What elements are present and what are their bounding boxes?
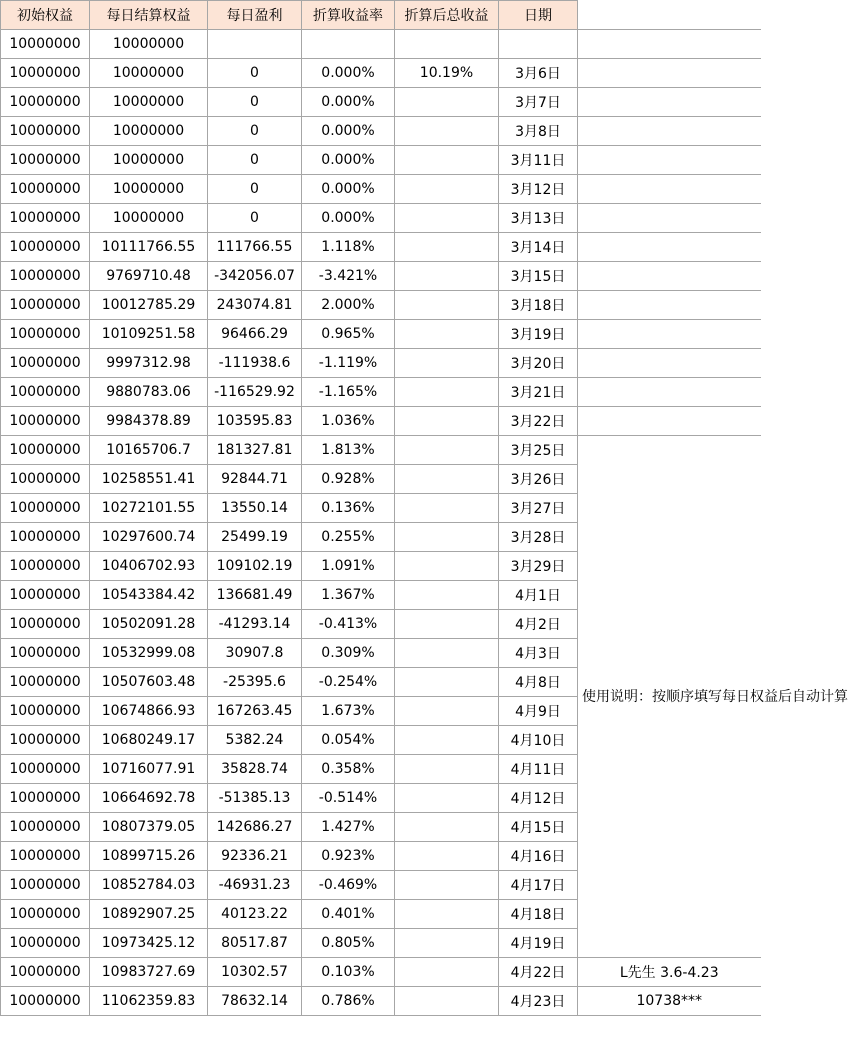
cell-date[interactable]: 4月16日 — [499, 842, 578, 871]
cell-total-return[interactable] — [395, 929, 499, 958]
cell-initial-equity[interactable]: 10000000 — [1, 958, 90, 987]
cell-total-return[interactable] — [395, 639, 499, 668]
cell-return-rate[interactable]: 2.000% — [302, 291, 395, 320]
cell-date[interactable]: 4月23日 — [499, 987, 578, 1016]
cell-initial-equity[interactable]: 10000000 — [1, 349, 90, 378]
cell-daily-profit[interactable]: 167263.45 — [208, 697, 302, 726]
cell-total-return[interactable] — [395, 320, 499, 349]
cell-total-return[interactable] — [395, 813, 499, 842]
cell-daily-profit[interactable]: 243074.81 — [208, 291, 302, 320]
cell-return-rate[interactable]: 0.000% — [302, 117, 395, 146]
cell-date[interactable]: 4月3日 — [499, 639, 578, 668]
cell-settlement-equity[interactable]: 10297600.74 — [90, 523, 208, 552]
cell-side-blank[interactable] — [578, 59, 761, 88]
cell-date[interactable]: 4月15日 — [499, 813, 578, 842]
cell-date[interactable]: 4月10日 — [499, 726, 578, 755]
cell-return-rate[interactable]: 0.805% — [302, 929, 395, 958]
cell-initial-equity[interactable]: 10000000 — [1, 813, 90, 842]
cell-initial-equity[interactable]: 10000000 — [1, 320, 90, 349]
cell-daily-profit[interactable]: 0 — [208, 117, 302, 146]
cell-initial-equity[interactable]: 10000000 — [1, 523, 90, 552]
cell-side-blank[interactable] — [578, 291, 761, 320]
cell-settlement-equity[interactable]: 10000000 — [90, 117, 208, 146]
cell-return-rate[interactable]: 0.965% — [302, 320, 395, 349]
table-row — [1, 291, 761, 320]
cell-total-return[interactable] — [395, 233, 499, 262]
cell-return-rate[interactable]: 1.673% — [302, 697, 395, 726]
cell-settlement-equity[interactable]: 10532999.08 — [90, 639, 208, 668]
cell-return-rate[interactable]: -1.119% — [302, 349, 395, 378]
cell-side-blank[interactable] — [578, 175, 761, 204]
cell-settlement-equity[interactable]: 10680249.17 — [90, 726, 208, 755]
cell-initial-equity[interactable]: 10000000 — [1, 610, 90, 639]
cell-daily-profit[interactable]: 142686.27 — [208, 813, 302, 842]
cell-settlement-equity[interactable]: 9984378.89 — [90, 407, 208, 436]
cell-date[interactable]: 3月25日 — [499, 436, 578, 465]
cell-date[interactable]: 3月21日 — [499, 378, 578, 407]
cell-initial-equity[interactable]: 10000000 — [1, 233, 90, 262]
cell-total-return[interactable] — [395, 784, 499, 813]
cell-daily-profit[interactable]: 136681.49 — [208, 581, 302, 610]
cell-date[interactable]: 3月11日 — [499, 146, 578, 175]
header-total-return[interactable]: 折算后总收益 — [395, 1, 499, 30]
header-return-rate[interactable]: 折算收益率 — [302, 1, 395, 30]
cell-initial-equity[interactable]: 10000000 — [1, 146, 90, 175]
cell-initial-equity[interactable]: 10000000 — [1, 552, 90, 581]
cell-settlement-equity[interactable]: 9880783.06 — [90, 378, 208, 407]
cell-date[interactable]: 4月22日 — [499, 958, 578, 987]
cell-initial-equity[interactable]: 10000000 — [1, 697, 90, 726]
cell-daily-profit[interactable]: -46931.23 — [208, 871, 302, 900]
cell-daily-profit[interactable]: 80517.87 — [208, 929, 302, 958]
cell-total-return[interactable] — [395, 987, 499, 1016]
cell-settlement-equity[interactable]: 10109251.58 — [90, 320, 208, 349]
cell-date[interactable]: 4月12日 — [499, 784, 578, 813]
table-row — [1, 59, 761, 88]
cell-daily-profit[interactable]: 13550.14 — [208, 494, 302, 523]
cell-initial-equity[interactable]: 10000000 — [1, 175, 90, 204]
cell-daily-profit[interactable]: 111766.55 — [208, 233, 302, 262]
cell-date[interactable]: 3月15日 — [499, 262, 578, 291]
cell-initial-equity[interactable]: 10000000 — [1, 436, 90, 465]
cell-settlement-equity[interactable]: 9997312.98 — [90, 349, 208, 378]
cell-return-rate[interactable]: 0.000% — [302, 59, 395, 88]
cell-date[interactable]: 4月19日 — [499, 929, 578, 958]
cell-total-return[interactable] — [395, 262, 499, 291]
cell-return-rate[interactable]: 0.000% — [302, 146, 395, 175]
cell-settlement-equity[interactable]: 10507603.48 — [90, 668, 208, 697]
cell-settlement-equity[interactable]: 10852784.03 — [90, 871, 208, 900]
cell-total-return[interactable] — [395, 378, 499, 407]
cell-settlement-equity[interactable]: 10000000 — [90, 204, 208, 233]
cell-return-rate[interactable]: 0.923% — [302, 842, 395, 871]
header-daily-settlement-equity[interactable]: 每日结算权益 — [90, 1, 208, 30]
cell-date[interactable]: 3月19日 — [499, 320, 578, 349]
cell-side-blank[interactable] — [578, 349, 761, 378]
cell-side-blank[interactable] — [578, 30, 761, 59]
cell-side-blank[interactable] — [578, 407, 761, 436]
cell-total-return[interactable] — [395, 465, 499, 494]
table-row — [1, 349, 761, 378]
cell-date[interactable]: 4月11日 — [499, 755, 578, 784]
cell-date[interactable]: 3月29日 — [499, 552, 578, 581]
cell-date[interactable]: 3月22日 — [499, 407, 578, 436]
cell-date[interactable]: 3月8日 — [499, 117, 578, 146]
cell-settlement-equity[interactable]: 10272101.55 — [90, 494, 208, 523]
table-row — [1, 262, 761, 291]
cell-total-return[interactable] — [395, 407, 499, 436]
cell-settlement-equity[interactable]: 10000000 — [90, 59, 208, 88]
cell-daily-profit[interactable]: 25499.19 — [208, 523, 302, 552]
table-row — [1, 117, 761, 146]
cell-date[interactable]: 4月8日 — [499, 668, 578, 697]
cell-total-return[interactable] — [395, 30, 499, 59]
cell-return-rate[interactable]: 0.136% — [302, 494, 395, 523]
header-date[interactable]: 日期 — [499, 1, 578, 30]
cell-total-return[interactable] — [395, 204, 499, 233]
cell-daily-profit[interactable]: -111938.6 — [208, 349, 302, 378]
cell-settlement-equity[interactable]: 10674866.93 — [90, 697, 208, 726]
header-row — [1, 1, 761, 30]
table-row — [1, 407, 761, 436]
cell-total-return[interactable] — [395, 88, 499, 117]
cell-total-return[interactable] — [395, 117, 499, 146]
cell-return-rate[interactable]: -0.514% — [302, 784, 395, 813]
cell-initial-equity[interactable]: 10000000 — [1, 59, 90, 88]
cell-initial-equity[interactable]: 10000000 — [1, 639, 90, 668]
table-row — [1, 436, 761, 465]
cell-settlement-equity[interactable]: 10973425.12 — [90, 929, 208, 958]
cell-daily-profit[interactable]: 92336.21 — [208, 842, 302, 871]
cell-return-rate[interactable]: 1.036% — [302, 407, 395, 436]
cell-total-return[interactable] — [395, 958, 499, 987]
cell-settlement-equity[interactable]: 10000000 — [90, 175, 208, 204]
cell-total-return[interactable] — [395, 755, 499, 784]
cell-date[interactable]: 3月7日 — [499, 88, 578, 117]
cell-initial-equity[interactable]: 10000000 — [1, 204, 90, 233]
footer-account[interactable]: 10738*** — [578, 987, 761, 1016]
cell-daily-profit[interactable]: -116529.92 — [208, 378, 302, 407]
cell-settlement-equity[interactable]: 10258551.41 — [90, 465, 208, 494]
cell-daily-profit[interactable]: 5382.24 — [208, 726, 302, 755]
cell-settlement-equity[interactable]: 10406702.93 — [90, 552, 208, 581]
cell-date[interactable]: 4月1日 — [499, 581, 578, 610]
cell-total-return[interactable] — [395, 494, 499, 523]
cell-daily-profit[interactable]: 10302.57 — [208, 958, 302, 987]
cell-daily-profit[interactable]: 92844.71 — [208, 465, 302, 494]
cell-initial-equity[interactable]: 10000000 — [1, 929, 90, 958]
cell-daily-profit[interactable]: 78632.14 — [208, 987, 302, 1016]
cell-total-return[interactable] — [395, 146, 499, 175]
cell-side-blank[interactable] — [578, 320, 761, 349]
cell-daily-profit[interactable] — [208, 30, 302, 59]
cell-daily-profit[interactable]: -25395.6 — [208, 668, 302, 697]
cell-side-blank[interactable] — [578, 117, 761, 146]
cell-date[interactable]: 3月27日 — [499, 494, 578, 523]
cell-return-rate[interactable]: 1.813% — [302, 436, 395, 465]
cell-initial-equity[interactable]: 10000000 — [1, 378, 90, 407]
cell-daily-profit[interactable]: 181327.81 — [208, 436, 302, 465]
cell-date[interactable]: 3月6日 — [499, 59, 578, 88]
cell-return-rate[interactable]: 1.367% — [302, 581, 395, 610]
cell-settlement-equity[interactable]: 10543384.42 — [90, 581, 208, 610]
table-row — [1, 958, 761, 987]
cell-total-return[interactable] — [395, 900, 499, 929]
cell-total-return[interactable] — [395, 436, 499, 465]
cell-daily-profit[interactable]: 0 — [208, 175, 302, 204]
cell-return-rate[interactable]: 1.091% — [302, 552, 395, 581]
cell-initial-equity[interactable]: 10000000 — [1, 726, 90, 755]
cell-total-return[interactable] — [395, 349, 499, 378]
cell-initial-equity[interactable]: 10000000 — [1, 581, 90, 610]
cell-initial-equity[interactable]: 10000000 — [1, 117, 90, 146]
cell-daily-profit[interactable]: 30907.8 — [208, 639, 302, 668]
cell-date[interactable]: 4月18日 — [499, 900, 578, 929]
cell-initial-equity[interactable]: 10000000 — [1, 465, 90, 494]
cell-total-return[interactable] — [395, 726, 499, 755]
cell-initial-equity[interactable]: 10000000 — [1, 755, 90, 784]
cell-return-rate[interactable]: 1.118% — [302, 233, 395, 262]
cell-total-return[interactable] — [395, 175, 499, 204]
cell-return-rate[interactable]: -0.469% — [302, 871, 395, 900]
cell-settlement-equity[interactable]: 9769710.48 — [90, 262, 208, 291]
cell-return-rate[interactable]: 0.358% — [302, 755, 395, 784]
cell-daily-profit[interactable]: 109102.19 — [208, 552, 302, 581]
cell-settlement-equity[interactable]: 10892907.25 — [90, 900, 208, 929]
cell-settlement-equity[interactable]: 10807379.05 — [90, 813, 208, 842]
cell-settlement-equity[interactable]: 10111766.55 — [90, 233, 208, 262]
cell-side-blank[interactable] — [578, 88, 761, 117]
cell-daily-profit[interactable]: 35828.74 — [208, 755, 302, 784]
cell-initial-equity[interactable]: 10000000 — [1, 262, 90, 291]
table-row — [1, 175, 761, 204]
cell-return-rate[interactable]: 0.000% — [302, 88, 395, 117]
cell-date[interactable]: 4月2日 — [499, 610, 578, 639]
cell-daily-profit[interactable]: -342056.07 — [208, 262, 302, 291]
cell-total-return[interactable] — [395, 552, 499, 581]
cell-settlement-equity[interactable]: 10000000 — [90, 30, 208, 59]
cell-settlement-equity[interactable]: 10716077.91 — [90, 755, 208, 784]
cell-return-rate[interactable]: 0.401% — [302, 900, 395, 929]
header-initial-equity[interactable]: 初始权益 — [1, 1, 90, 30]
cell-initial-equity[interactable]: 10000000 — [1, 30, 90, 59]
cell-settlement-equity[interactable]: 10000000 — [90, 146, 208, 175]
table-row — [1, 378, 761, 407]
cell-total-return[interactable] — [395, 610, 499, 639]
cell-settlement-equity[interactable]: 10983727.69 — [90, 958, 208, 987]
cell-return-rate[interactable]: 0.928% — [302, 465, 395, 494]
cell-initial-equity[interactable]: 10000000 — [1, 291, 90, 320]
cell-return-rate[interactable]: -0.413% — [302, 610, 395, 639]
cell-date[interactable]: 4月9日 — [499, 697, 578, 726]
cell-daily-profit[interactable]: 103595.83 — [208, 407, 302, 436]
cell-settlement-equity[interactable]: 10899715.26 — [90, 842, 208, 871]
cell-date[interactable]: 3月14日 — [499, 233, 578, 262]
cell-total-return[interactable] — [395, 523, 499, 552]
cell-total-return[interactable] — [395, 697, 499, 726]
cell-daily-profit[interactable]: 0 — [208, 146, 302, 175]
header-blank[interactable] — [578, 1, 761, 30]
cell-date[interactable]: 3月13日 — [499, 204, 578, 233]
cell-return-rate[interactable]: -0.254% — [302, 668, 395, 697]
cell-return-rate[interactable]: 0.103% — [302, 958, 395, 987]
footer-name[interactable]: L先生 3.6-4.23 — [578, 958, 761, 987]
cell-initial-equity[interactable]: 10000000 — [1, 900, 90, 929]
cell-initial-equity[interactable]: 10000000 — [1, 494, 90, 523]
cell-settlement-equity[interactable]: 10664692.78 — [90, 784, 208, 813]
cell-side-blank[interactable] — [578, 378, 761, 407]
usage-note[interactable]: 使用说明：按顺序填写每日权益后自动计算 — [578, 436, 761, 958]
total-return-value[interactable]: 10.19% — [395, 59, 499, 88]
table-row — [1, 233, 761, 262]
cell-date[interactable]: 3月12日 — [499, 175, 578, 204]
cell-return-rate[interactable]: 1.427% — [302, 813, 395, 842]
cell-daily-profit[interactable]: 0 — [208, 88, 302, 117]
cell-daily-profit[interactable]: -51385.13 — [208, 784, 302, 813]
cell-total-return[interactable] — [395, 871, 499, 900]
cell-return-rate[interactable]: 0.309% — [302, 639, 395, 668]
cell-side-blank[interactable] — [578, 233, 761, 262]
cell-settlement-equity[interactable]: 10165706.7 — [90, 436, 208, 465]
table-row-initial — [1, 30, 761, 59]
table-row — [1, 204, 761, 233]
cell-settlement-equity[interactable]: 10000000 — [90, 88, 208, 117]
cell-date[interactable]: 3月20日 — [499, 349, 578, 378]
cell-return-rate[interactable] — [302, 30, 395, 59]
cell-side-blank[interactable] — [578, 146, 761, 175]
cell-date[interactable] — [499, 30, 578, 59]
cell-date[interactable]: 3月18日 — [499, 291, 578, 320]
cell-total-return[interactable] — [395, 291, 499, 320]
cell-daily-profit[interactable]: 0 — [208, 59, 302, 88]
table-row — [1, 320, 761, 349]
cell-initial-equity[interactable]: 10000000 — [1, 871, 90, 900]
cell-return-rate[interactable]: 0.000% — [302, 175, 395, 204]
table-row — [1, 987, 761, 1016]
cell-daily-profit[interactable]: 40123.22 — [208, 900, 302, 929]
cell-initial-equity[interactable]: 10000000 — [1, 88, 90, 117]
cell-date[interactable]: 3月28日 — [499, 523, 578, 552]
cell-total-return[interactable] — [395, 842, 499, 871]
cell-date[interactable]: 4月17日 — [499, 871, 578, 900]
cell-settlement-equity[interactable]: 10012785.29 — [90, 291, 208, 320]
cell-return-rate[interactable]: 0.054% — [302, 726, 395, 755]
cell-total-return[interactable] — [395, 581, 499, 610]
cell-daily-profit[interactable]: 0 — [208, 204, 302, 233]
cell-daily-profit[interactable]: -41293.14 — [208, 610, 302, 639]
cell-initial-equity[interactable]: 10000000 — [1, 784, 90, 813]
table-row — [1, 146, 761, 175]
cell-settlement-equity[interactable]: 10502091.28 — [90, 610, 208, 639]
cell-total-return[interactable] — [395, 668, 499, 697]
cell-initial-equity[interactable]: 10000000 — [1, 987, 90, 1016]
cell-initial-equity[interactable]: 10000000 — [1, 842, 90, 871]
cell-return-rate[interactable]: 0.786% — [302, 987, 395, 1016]
cell-side-blank[interactable] — [578, 262, 761, 291]
cell-return-rate[interactable]: 0.000% — [302, 204, 395, 233]
cell-side-blank[interactable] — [578, 204, 761, 233]
table-row — [1, 88, 761, 117]
cell-return-rate[interactable]: -1.165% — [302, 378, 395, 407]
cell-date[interactable]: 3月26日 — [499, 465, 578, 494]
header-daily-profit[interactable]: 每日盈利 — [208, 1, 302, 30]
cell-return-rate[interactable]: -3.421% — [302, 262, 395, 291]
cell-return-rate[interactable]: 0.255% — [302, 523, 395, 552]
cell-initial-equity[interactable]: 10000000 — [1, 668, 90, 697]
cell-daily-profit[interactable]: 96466.29 — [208, 320, 302, 349]
cell-settlement-equity[interactable]: 11062359.83 — [90, 987, 208, 1016]
cell-initial-equity[interactable]: 10000000 — [1, 407, 90, 436]
